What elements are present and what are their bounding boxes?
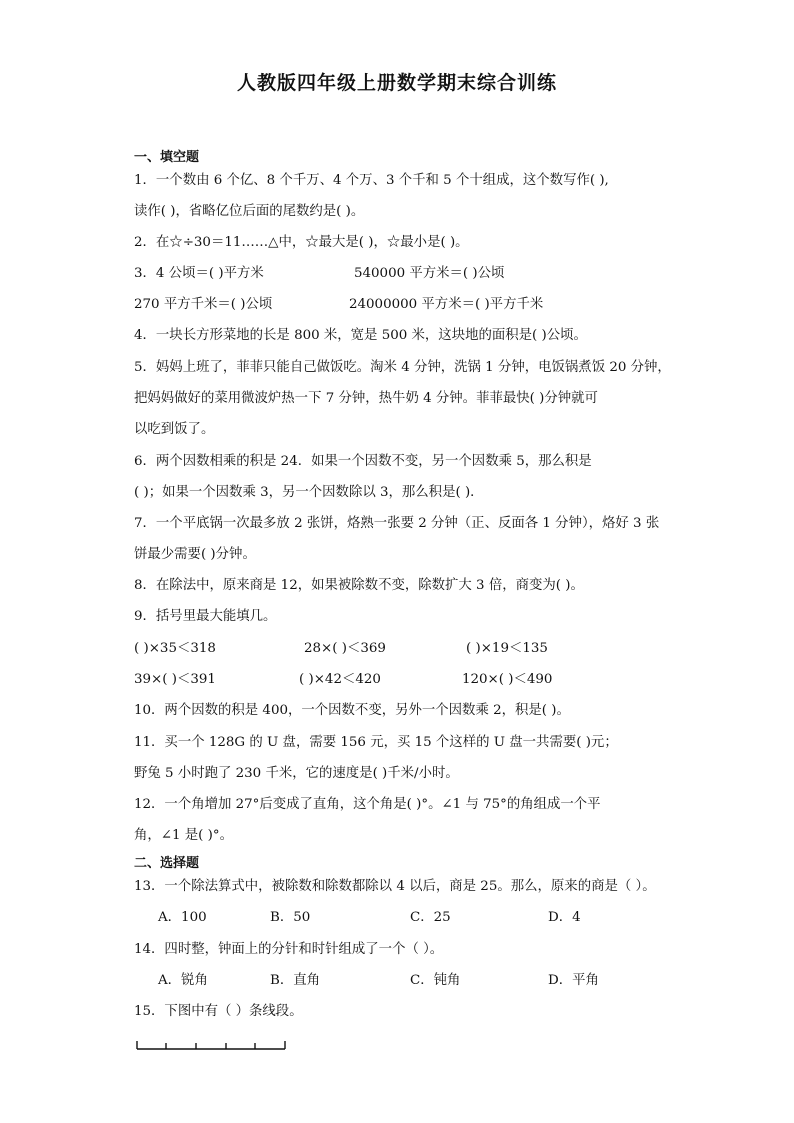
question-1-line-1: 1．一个数由 6 个亿、8 个千万、4 个万、3 个千和 5 个十组成，这个数写作( ), <box>134 173 609 188</box>
question-13-option-b: B．50 <box>270 910 311 925</box>
question-3-item-2: 540000 平方米＝( )公顷 <box>354 266 505 281</box>
section-multiple-choice: 二、选择题 <box>134 856 200 871</box>
question-5-line-2: 把妈妈做好的菜用微波炉热一下 7 分钟，热牛奶 4 分钟。菲菲最快( )分钟就可 <box>134 391 598 406</box>
question-7-line-2: 饼最少需要( )分钟。 <box>134 547 256 562</box>
question-3-item-3: 270 平方千米＝( )公顷 <box>134 297 273 312</box>
question-11-line-2: 野兔 5 小时跑了 230 千米，它的速度是( )千米/小时。 <box>134 766 459 781</box>
question-5-line-3: 以吃到饭了。 <box>134 422 215 437</box>
question-4: 4．一块长方形菜地的长是 800 米，宽是 500 米，这块地的面积是( )公顷。 <box>134 328 587 343</box>
question-14-option-b: B．直角 <box>270 973 321 988</box>
question-14: 14．四时整，钟面上的分针和时针组成了一个（ ）。 <box>134 942 444 957</box>
question-15: 15．下图中有（ ）条线段。 <box>134 1004 303 1019</box>
question-9-item-6: 120×( )＜490 <box>462 672 553 687</box>
question-9-item-5: ( )×42＜420 <box>299 672 381 687</box>
question-6-line-2: ( )；如果一个因数乘 3，另一个因数除以 3，那么积是( )． <box>134 485 484 500</box>
question-3-row-1 <box>134 264 654 284</box>
question-3-row-2 <box>134 295 654 315</box>
question-14-option-d: D．平角 <box>548 973 599 988</box>
question-12-line-1: 12．一个角增加 27°后变成了直角，这个角是( )°。∠1 与 75°的角组成一个平 <box>134 797 601 812</box>
question-13-option-c: C．25 <box>410 910 451 925</box>
page-title: 人教版四年级上册数学期末综合训练 <box>236 72 557 94</box>
question-9-row-1 <box>134 639 634 659</box>
question-7-line-1: 7．一个平底锅一次最多放 2 张饼，烙熟一张要 2 分钟（正、反面各 1 分钟），烙好 3 张 <box>134 516 660 531</box>
question-9: 9．括号里最大能填几。 <box>134 609 277 624</box>
question-8: 8．在除法中，原来商是 12，如果被除数不变，除数扩大 3 倍，商变为( )。 <box>134 578 584 593</box>
question-13-option-d: D．4 <box>548 910 581 925</box>
question-3-item-4: 24000000 平方米＝( )平方千米 <box>349 297 544 312</box>
question-10: 10．两个因数的积是 400，一个因数不变，另外一个因数乘 2，积是( )。 <box>134 703 570 718</box>
line-segment-figure <box>136 1038 288 1052</box>
question-5-line-1: 5．妈妈上班了，菲菲只能自己做饭吃。淘米 4 分钟，洗锅 1 分钟，电饭锅煮饭 20 分钟， <box>134 360 671 375</box>
question-13-option-a: A．100 <box>158 910 207 925</box>
question-12-line-2: 角，∠1 是( )°。 <box>134 828 233 843</box>
question-9-item-3: ( )×19＜135 <box>466 641 548 656</box>
question-1-line-2: 读作( )，省略亿位后面的尾数约是( )。 <box>134 204 365 219</box>
question-11-line-1: 11．买一个 128G 的 U 盘，需要 156 元，买 15 个这样的 U 盘一共需要( )元； <box>134 735 618 750</box>
question-13-options <box>134 908 634 928</box>
section-fill-in: 一、填空题 <box>134 150 200 165</box>
question-2: 2．在☆÷30＝11……△中，☆最大是( )，☆最小是( )。 <box>134 235 469 250</box>
question-14-option-a: A．锐角 <box>158 973 208 988</box>
question-14-option-c: C．钝角 <box>410 973 461 988</box>
question-14-options <box>134 971 634 991</box>
question-9-row-2 <box>134 670 634 690</box>
question-9-item-2: 28×( )＜369 <box>304 641 386 656</box>
question-9-item-1: ( )×35＜318 <box>134 641 216 656</box>
question-9-item-4: 39×( )＜391 <box>134 672 216 687</box>
question-3-item-1: 3．4 公顷＝( )平方米 <box>134 266 264 281</box>
question-13: 13．一个除法算式中，被除数和除数都除以 4 以后，商是 25。那么，原来的商是（ ）。 <box>134 879 656 894</box>
question-6-line-1: 6．两个因数相乘的积是 24．如果一个因数不变，另一个因数乘 5，那么积是 <box>134 454 592 469</box>
